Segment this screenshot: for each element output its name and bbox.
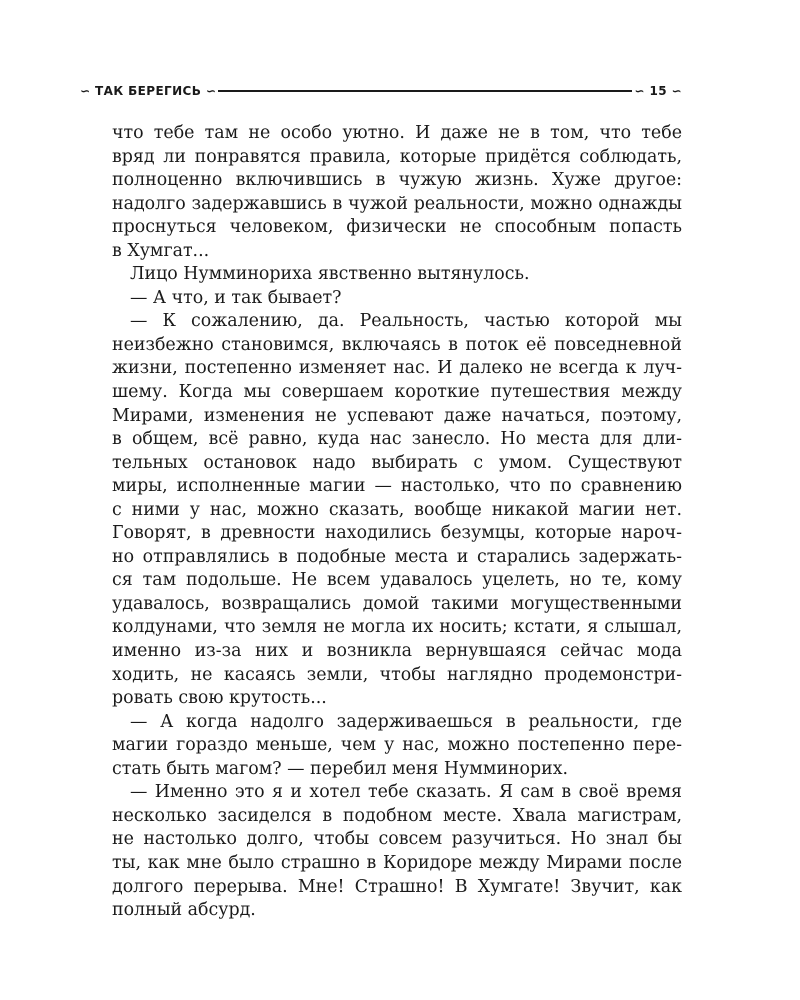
- text-line: магии гораздо меньше, чем у нас, можно постепенно пере-: [112, 735, 682, 756]
- text-line: но отправлялись в подобные места и старались задержать-: [112, 546, 682, 567]
- text-line: неизбежно становимся, включаясь в поток её повседневной: [112, 334, 682, 355]
- page-ornament-left: ∽: [634, 84, 645, 98]
- page-number: 15: [649, 84, 667, 98]
- text-line: несколько засиделся в подобном месте. Хвала магистрам,: [112, 805, 682, 826]
- header-page-group: [632, 83, 682, 99]
- text-line: полный абсурд.: [112, 900, 256, 921]
- text-line: удавалось, возвращались домой такими могущественными: [112, 593, 682, 614]
- text-line: вряд ли понравятся правила, которые придётся соблюдать,: [112, 146, 682, 167]
- text-line: Мирами, изменения не успевают даже начаться, поэтому,: [112, 405, 682, 426]
- text-line: в общем, всё равно, куда нас занесло. Но места для дли-: [112, 429, 682, 450]
- text-line: ты, как мне было страшно в Коридоре между Мирами после: [112, 852, 682, 873]
- text-line: в Хумгат...: [112, 240, 210, 261]
- book-title: ТАК БЕРЕГИСЬ: [95, 84, 202, 98]
- header-ornament-right: ∽: [205, 84, 217, 98]
- text-line: с ними у нас, можно сказать, вообще никакой магии нет.: [112, 499, 682, 520]
- text-line: долгого перерыва. Мне! Страшно! В Хумгате! Звучит, как: [112, 876, 682, 897]
- header-title-group: [80, 83, 218, 99]
- text-line: ходить, не касаясь земли, чтобы наглядно продемонстри-: [112, 664, 682, 685]
- text-line: шему. Когда мы совершаем короткие путешествия между: [112, 382, 682, 403]
- text-line: миры, исполненные магии — настолько, что по сравнению: [112, 476, 682, 497]
- text-line: надолго задержавшись в чужой реальности, можно однажды: [112, 193, 682, 214]
- text-line: ся там подольше. Не всем удавалось уцелеть, но те, кому: [112, 570, 682, 591]
- text-line: — А что, и так бывает?: [130, 287, 342, 308]
- text-line: Говорят, в древности находились безумцы, которые нароч-: [112, 523, 682, 544]
- text-line: колдунами, что земля не могла их носить; кстати, я слышал,: [112, 617, 682, 638]
- text-line: что тебе там не особо уютно. И даже не в том, что тебе: [112, 123, 682, 143]
- text-line: Лицо Нумминориха явственно вытянулось.: [130, 264, 530, 285]
- running-header: [80, 83, 682, 99]
- text-line: не настолько долго, чтобы совсем разучиться. Но знал бы: [112, 829, 682, 850]
- text-line: ровать свою крутость...: [112, 688, 327, 709]
- text-line: — К сожалению, да. Реальность, частью которой мы: [130, 311, 682, 332]
- text-line: полноценно включившись в чужую жизнь. Хуже другое:: [112, 170, 682, 191]
- header-ornament-left: ∽: [80, 84, 91, 98]
- text-line: именно из-за них и возникла вернувшаяся сейчас мода: [112, 641, 682, 662]
- text-line: проснуться человеком, физически не способным попасть: [112, 217, 682, 238]
- text-line: стать быть магом? — перебил меня Нумминорих.: [112, 758, 569, 779]
- text-line: — Именно это я и хотел тебе сказать. Я сам в своё время: [130, 782, 682, 803]
- text-line: — А когда надолго задерживаешься в реальности, где: [130, 711, 682, 732]
- text-line: тельных остановок надо выбирать с умом. Существуют: [112, 452, 682, 473]
- body-text: [112, 122, 682, 923]
- text-line: жизни, постепенно изменяет нас. И далеко не всегда к луч-: [112, 358, 682, 379]
- page-ornament-right: ∽: [671, 84, 682, 98]
